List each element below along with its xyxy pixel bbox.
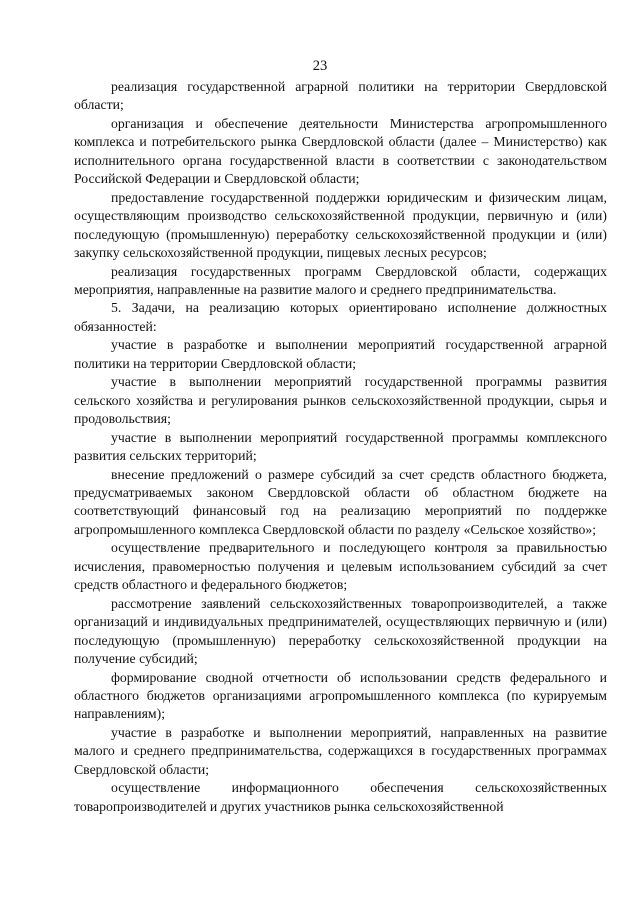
paragraph: реализация государственной аграрной политики на территории Свердловской области;: [74, 79, 607, 113]
paragraph: рассмотрение заявлений сельскохозяйственных товаропроизводителей, а также организаций и индивидуальных предпринимателей, осуществляющих первичную и (или) последующую (промышленную) переработку сельскохозяйственной продукции на получение субсидий;: [74, 595, 607, 667]
paragraph: участие в выполнении мероприятий государственной программы развития сельского хозяйства и регулирования рынков сельскохозяйственной продукции, сырья и продовольствия;: [74, 374, 607, 427]
paragraph: организация и обеспечение деятельности Министерства агропромышленного комплекса и потребительского рынка Свердловской области (далее – Министерство) как исполнительного органа государственной власти в соответствии с законодательством Российской Федерации и Свердловской области;: [74, 115, 607, 187]
page-number: 23: [312, 58, 328, 74]
paragraph: участие в разработке и выполнении мероприятий, направленных на развитие малого и среднего предпринимательства, содержащихся в государственных программах Свердловской области;: [74, 724, 607, 777]
paragraph: формирование сводной отчетности об использовании средств федерального и областного бюджетов организациями агропромышленного комплекса (по курируемым направлениям);: [74, 669, 607, 722]
paragraph: предоставление государственной поддержки юридическим и физическим лицам, осуществляющим производство сельскохозяйственной продукции, первичную и (или) последующую (промышленную) переработку сельскохозяйственной продукции и (или) закупку сельскохозяйственной продукции, пищевых лесных ресурсов;: [74, 189, 607, 261]
paragraph: участие в выполнении мероприятий государственной программы комплексного развития сельских территорий;: [74, 429, 607, 464]
document-body: [74, 78, 607, 816]
section-heading-paragraph: 5. Задачи, на реализацию которых ориентировано исполнение должностных обязанностей:: [74, 300, 607, 334]
paragraph: реализация государственных программ Свердловской области, содержащих мероприятия, направленные на развитие малого и среднего предпринимательства.: [74, 263, 607, 297]
paragraph: внесение предложений о размере субсидий за счет средств областного бюджета, предусматриваемых законом Свердловской области об областном бюджете на соответствующий финансовый год на реализацию мероприятий по поддержке агропромышленного комплекса Свердловской области по разделу «Сельское хозяйство»;: [74, 466, 607, 537]
paragraph: осуществление предварительного и последующего контроля за правильностью исчисления, правомерностью получения и целевым использованием субсидий за счет средств областного и федерального бюджетов;: [74, 540, 607, 593]
paragraph: участие в разработке и выполнении мероприятий государственной аграрной политики на территории Свердловской области;: [74, 337, 607, 371]
paragraph: осуществление информационного обеспечения сельскохозяйственных товаропроизводителей и других участников рынка сельскохозяйственной: [74, 780, 607, 814]
